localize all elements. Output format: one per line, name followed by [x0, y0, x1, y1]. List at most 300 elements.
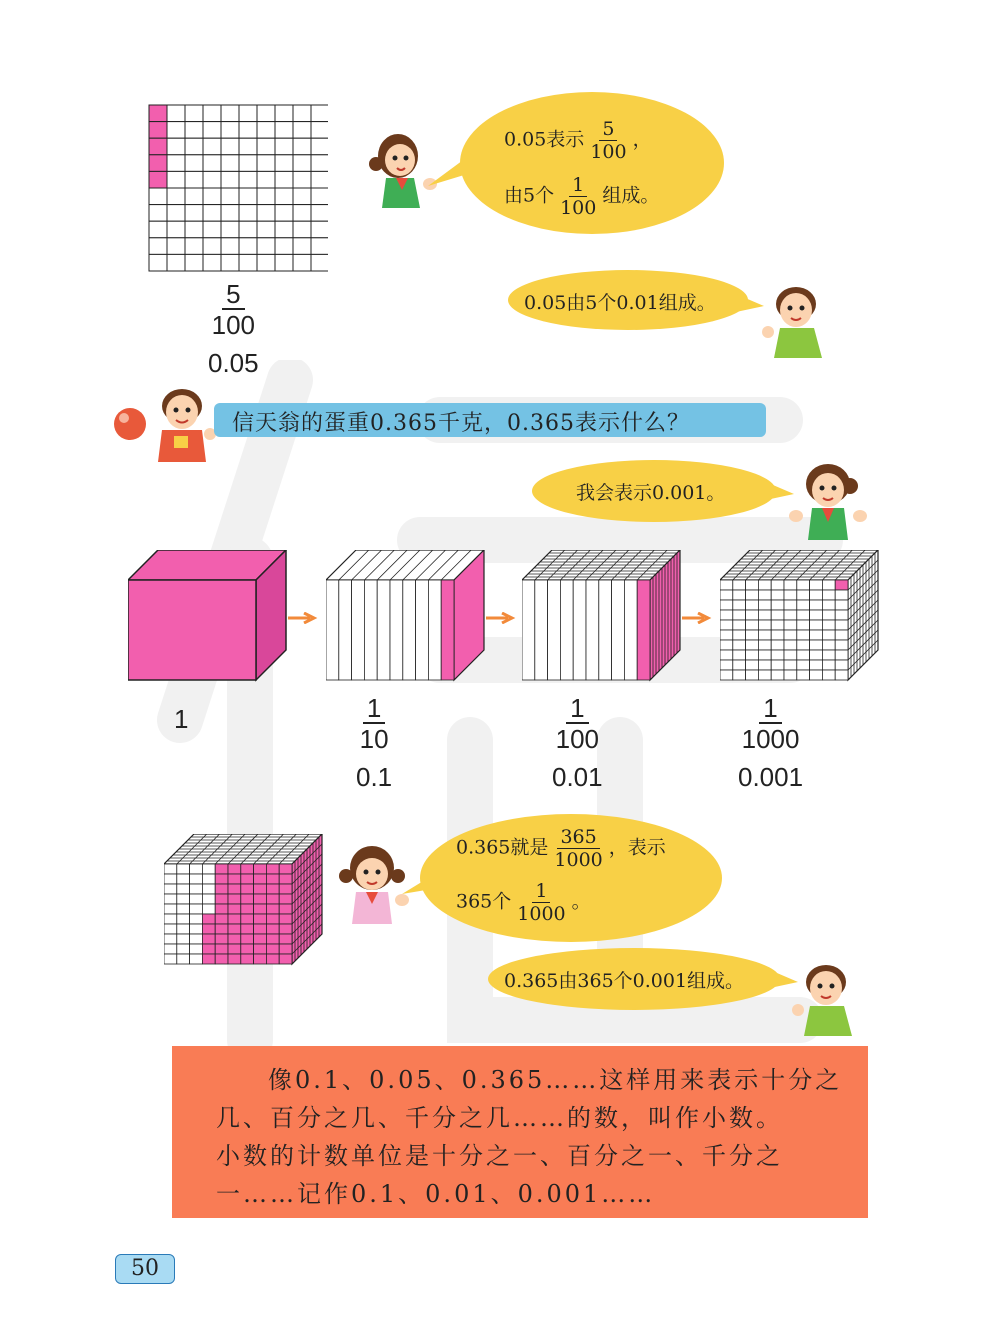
grid-cell	[275, 238, 293, 255]
grid-cell	[239, 122, 257, 139]
cube-front-cell	[784, 610, 797, 620]
cube-front-cell	[771, 590, 784, 600]
grid-cell	[239, 105, 257, 122]
grid-cell	[257, 238, 275, 255]
grid-cell	[293, 205, 311, 222]
cube-front-cell	[164, 874, 177, 884]
girl-says-text: 我会表示0.001。	[576, 482, 726, 504]
cube-front-cell	[771, 660, 784, 670]
cube-front-cell	[228, 894, 241, 904]
cube-front-cell	[241, 924, 254, 934]
cube-front-cell	[241, 914, 254, 924]
cube-front-cell	[771, 630, 784, 640]
cube-front-cell	[720, 660, 733, 670]
cube-front-cell	[784, 660, 797, 670]
cube-front-cell	[784, 590, 797, 600]
cube-front-cell	[164, 864, 177, 874]
grid-cell	[167, 105, 185, 122]
cube-front-cell	[164, 894, 177, 904]
grid-cell	[239, 188, 257, 205]
grid-cell	[311, 221, 328, 238]
grid-cell	[221, 254, 239, 271]
cube-front-cell	[758, 660, 771, 670]
grid-cell	[203, 105, 221, 122]
grid-cell	[221, 238, 239, 255]
shaded-cell	[149, 171, 167, 188]
cube-front-cell	[266, 914, 279, 924]
cube-front-cell	[202, 934, 215, 944]
cube-front-cell	[758, 620, 771, 630]
definition-line: 几、百分之几、千分之几……的数，叫作小数。	[216, 1104, 783, 1132]
grid-cell	[311, 205, 328, 222]
cube-front-cell	[746, 650, 759, 660]
cube-front-cell	[279, 894, 292, 904]
cube-front-cell	[377, 580, 390, 680]
grid-cell	[293, 171, 311, 188]
cube-front-cell	[810, 650, 823, 660]
cube-front-cell	[228, 934, 241, 944]
shaded-cell	[149, 138, 167, 155]
grid-cell	[275, 105, 293, 122]
cube-front-cell	[822, 580, 835, 590]
grid-cell	[185, 171, 203, 188]
cube-front-cell	[215, 904, 228, 914]
cube-front-cell	[177, 904, 190, 914]
grid-cell	[257, 205, 275, 222]
cube-front-cell	[733, 650, 746, 660]
cube-front-cell	[190, 934, 203, 944]
cube-front-cell	[228, 944, 241, 954]
cube-front-cell	[720, 610, 733, 620]
grid-cell	[203, 238, 221, 255]
cube-front-cell	[746, 640, 759, 650]
cube-front-cell	[241, 944, 254, 954]
cube-front-cell	[390, 580, 403, 680]
cube-front-cell	[784, 650, 797, 660]
girl-bubble-line2: 365个 $\frac{1}{1000}$ 。	[456, 880, 591, 925]
grid-cell	[167, 221, 185, 238]
cube-front-cell	[266, 944, 279, 954]
grid-cell	[311, 122, 328, 139]
grid-cell	[203, 138, 221, 155]
boy-character	[786, 960, 860, 1036]
grid-cell	[275, 122, 293, 139]
grid-cell	[149, 221, 167, 238]
cube-front-cell	[202, 884, 215, 894]
cube-front-cell	[746, 620, 759, 630]
shaded-cell	[149, 122, 167, 139]
cube-front-cell	[164, 944, 177, 954]
page-number: 50	[115, 1254, 175, 1284]
cube-front-cell	[177, 894, 190, 904]
boy-bubble-text: 0.365由365个0.001组成。	[504, 970, 745, 992]
grid-cell	[149, 188, 167, 205]
grid-cell	[203, 188, 221, 205]
grid-cell	[257, 138, 275, 155]
grid-cell	[275, 171, 293, 188]
boy-character	[146, 384, 220, 462]
cube-front-cell	[279, 904, 292, 914]
cube-front-cell	[720, 590, 733, 600]
cube-front-cell	[535, 580, 548, 680]
cube-front-cell	[177, 954, 190, 964]
cube-front-cell	[164, 914, 177, 924]
grid-cell	[293, 221, 311, 238]
arrow-icon	[486, 612, 516, 624]
cube-front-cell	[279, 924, 292, 934]
cube-front-cell	[835, 640, 848, 650]
cube-front-cell	[266, 934, 279, 944]
girl-bubble-line1: 0.05表示 $\frac{5}{100}$ ，	[504, 118, 652, 163]
cube-front-cell	[822, 670, 835, 680]
cube-front-cell	[215, 954, 228, 964]
cube-front-cell	[586, 580, 599, 680]
cube-front-cell	[177, 934, 190, 944]
cube-front-cell	[254, 864, 267, 874]
grid-cell	[185, 155, 203, 172]
cube-front-cell	[254, 884, 267, 894]
cube-front-cell	[810, 620, 823, 630]
cube-front-cell	[822, 660, 835, 670]
cube-front-cell	[758, 630, 771, 640]
cube-front-cell	[279, 884, 292, 894]
cube-front-cell	[190, 904, 203, 914]
cube-label-thousandth: 1 1000 0.001	[738, 693, 804, 792]
cube-front-cell	[190, 954, 203, 964]
cube-front-cell	[228, 874, 241, 884]
cube-front-cell	[758, 600, 771, 610]
grid-cell	[239, 254, 257, 271]
grid-cell	[203, 254, 221, 271]
cube-front-cell	[835, 610, 848, 620]
cube-front-cell	[403, 580, 416, 680]
cube-front-cell	[771, 640, 784, 650]
cube-front-cell	[228, 924, 241, 934]
grid-fraction: 5 100 0.05	[208, 279, 259, 378]
grid-cell	[239, 138, 257, 155]
cube-front-cell	[720, 670, 733, 680]
grid-cell	[257, 221, 275, 238]
cube-front-cell	[190, 924, 203, 934]
cube-front-cell	[784, 670, 797, 680]
cube-tenths	[326, 550, 486, 682]
cube-front-cell	[215, 864, 228, 874]
cube-front-cell	[266, 864, 279, 874]
cube-front-cell	[771, 670, 784, 680]
cube-front-cell	[822, 600, 835, 610]
cube-front-cell	[190, 884, 203, 894]
grid-cell	[239, 155, 257, 172]
grid-cell	[293, 122, 311, 139]
cube-front-cell	[733, 600, 746, 610]
cube-front-cell	[810, 630, 823, 640]
cube-front-cell	[279, 934, 292, 944]
grid-cell	[257, 105, 275, 122]
grid-cell	[293, 105, 311, 122]
cube-front-cell	[215, 894, 228, 904]
cube-front-cell	[215, 914, 228, 924]
cube-thousandths	[720, 550, 880, 682]
grid-cell	[185, 138, 203, 155]
grid-cell	[185, 205, 203, 222]
cube-front-cell	[202, 914, 215, 924]
cube-front-cell	[228, 914, 241, 924]
shaded-cell	[149, 155, 167, 172]
grid-cell	[311, 171, 328, 188]
grid-cell	[221, 221, 239, 238]
grid-cell	[203, 221, 221, 238]
cube-front-cell	[326, 580, 339, 680]
grid-cell	[257, 155, 275, 172]
cube-front-cell	[835, 600, 848, 610]
cube-front-cell	[758, 580, 771, 590]
cube-front-cell	[758, 610, 771, 620]
cube-front-cell	[835, 620, 848, 630]
grid-cell	[275, 155, 293, 172]
cube-front-cell	[254, 934, 267, 944]
cube-front-cell	[266, 884, 279, 894]
bubble-tail	[400, 870, 440, 900]
cube-front-cell	[797, 630, 810, 640]
cube-front-cell	[810, 580, 823, 590]
grid-cell	[293, 254, 311, 271]
girl-bubble-line2: 由5个 $\frac{1}{100}$ 组成。	[504, 174, 660, 219]
grid-cell	[311, 105, 328, 122]
cube-front-cell	[190, 894, 203, 904]
cube-hundredths	[522, 550, 682, 682]
grid-cell	[203, 122, 221, 139]
cube-front-cell	[228, 954, 241, 964]
grid-cell	[167, 188, 185, 205]
cube-front-cell	[202, 864, 215, 874]
grid-cell	[275, 254, 293, 271]
cube-front-cell	[758, 650, 771, 660]
hundred-grid	[148, 104, 328, 272]
cube-front-cell	[784, 630, 797, 640]
cube-front-cell	[241, 904, 254, 914]
definition-line: 一……记作0.1、0.01、0.001……	[216, 1180, 656, 1208]
cube-front-cell	[228, 904, 241, 914]
grid-cell	[185, 105, 203, 122]
cube-front-cell	[822, 650, 835, 660]
cube-front-cell	[810, 670, 823, 680]
cube-front-cell	[228, 884, 241, 894]
cube-front-cell	[266, 894, 279, 904]
cube-one-whole	[128, 550, 288, 682]
grid-cell	[221, 171, 239, 188]
arrow-icon	[288, 612, 318, 624]
cube-front-cell	[720, 640, 733, 650]
grid-cell	[311, 155, 328, 172]
grid-cell	[293, 155, 311, 172]
grid-cell	[311, 188, 328, 205]
cube-front-cell	[822, 620, 835, 630]
arrow-icon	[682, 612, 712, 624]
cube-front-cell	[548, 580, 561, 680]
grid-cell	[275, 138, 293, 155]
cube-front-cell	[241, 874, 254, 884]
cube-front-cell	[164, 934, 177, 944]
cube-front-cell	[637, 580, 650, 680]
cube-front-cell	[416, 580, 429, 680]
grid-cell	[167, 205, 185, 222]
cube-front-cell	[733, 640, 746, 650]
grid-cell	[221, 188, 239, 205]
cube-front-cell	[733, 610, 746, 620]
cube-front-cell	[164, 954, 177, 964]
cube-front-cell	[266, 924, 279, 934]
bubble-tail	[426, 150, 476, 190]
cube-front-cell	[624, 580, 637, 680]
cube-front-cell	[758, 590, 771, 600]
cube-front-cell	[190, 914, 203, 924]
grid-cell	[221, 138, 239, 155]
grid-cell	[221, 155, 239, 172]
grid-cell	[185, 221, 203, 238]
cube-front-cell	[797, 590, 810, 600]
cube-front-cell	[428, 580, 441, 680]
cube-label-one: 1	[174, 704, 189, 734]
cube-front-cell	[835, 670, 848, 680]
cube-front-cell	[177, 874, 190, 884]
cube-365-thousandths	[164, 834, 324, 968]
cube-front-cell	[758, 640, 771, 650]
grid-cell	[239, 171, 257, 188]
grid-cell	[167, 138, 185, 155]
cube-front-cell	[746, 630, 759, 640]
cube-front-cell	[758, 670, 771, 680]
cube-front-cell	[266, 874, 279, 884]
cube-front-cell	[177, 924, 190, 934]
cube-front-cell	[771, 600, 784, 610]
cube-front-cell	[784, 640, 797, 650]
cube-front-cell	[279, 954, 292, 964]
cube-front-cell	[279, 874, 292, 884]
girl-character	[786, 460, 868, 540]
grid-cell	[275, 205, 293, 222]
cube-front-cell	[215, 944, 228, 954]
grid-cell	[221, 105, 239, 122]
cube-front-cell	[164, 884, 177, 894]
cube-front-cell	[164, 904, 177, 914]
cube-front-cell	[241, 884, 254, 894]
cube-front-cell	[797, 610, 810, 620]
grid-cell	[167, 171, 185, 188]
grid-cell	[167, 155, 185, 172]
cube-front-cell	[177, 864, 190, 874]
shaded-cell	[149, 105, 167, 122]
cube-front-cell	[746, 580, 759, 590]
cube-front-cell	[822, 640, 835, 650]
cube-front-cell	[720, 580, 733, 590]
grid-cell	[293, 238, 311, 255]
cube-front-cell	[733, 620, 746, 630]
grid-cell	[203, 205, 221, 222]
cube-front-cell	[746, 670, 759, 680]
cube-front-cell	[822, 590, 835, 600]
boy-bubble-text: 0.05由5个0.01组成。	[524, 292, 716, 314]
cube-front-cell	[202, 904, 215, 914]
grid-cell	[185, 254, 203, 271]
cube-front-cell	[720, 600, 733, 610]
grid-cell	[221, 122, 239, 139]
cube-front-cell	[822, 610, 835, 620]
cube-front-cell	[599, 580, 612, 680]
cube-front-cell	[215, 934, 228, 944]
cube-front-cell	[202, 874, 215, 884]
girl-bubble-line1: 0.365就是 $\frac{365}{1000}$ ，表示	[456, 826, 666, 871]
cube-front-cell	[279, 914, 292, 924]
definition-line: 小数的计数单位是十分之一、百分之一、千分之	[216, 1142, 783, 1170]
cube-front-cell	[215, 924, 228, 934]
definition-box	[172, 1046, 868, 1218]
cube-front-cell	[822, 630, 835, 640]
cube-front-cell	[733, 590, 746, 600]
cube-front-cell	[797, 660, 810, 670]
grid-cell	[257, 171, 275, 188]
cube-front-cell	[573, 580, 586, 680]
grid-cell	[203, 171, 221, 188]
cube-front-cell	[835, 630, 848, 640]
grid-cell	[185, 122, 203, 139]
cube-front-cell	[797, 640, 810, 650]
cube-front-cell	[279, 944, 292, 954]
cube-front-cell	[810, 610, 823, 620]
cube-front-cell	[177, 914, 190, 924]
cube-front-cell	[241, 934, 254, 944]
cube-front-cell	[560, 580, 573, 680]
grid-cell	[203, 155, 221, 172]
cube-front-cell	[364, 580, 377, 680]
cube-front-cell	[771, 650, 784, 660]
cube-front-cell	[612, 580, 625, 680]
grid-cell	[275, 221, 293, 238]
cube-front-cell	[835, 590, 848, 600]
grid-cell	[257, 122, 275, 139]
cube-label-tenth: 1 10 0.1	[356, 693, 393, 792]
cube-front-cell	[733, 660, 746, 670]
cube-front-cell	[254, 914, 267, 924]
cube-front-cell	[835, 650, 848, 660]
cube-front-cell	[190, 864, 203, 874]
cube-front-cell	[810, 640, 823, 650]
cube-front-cell	[190, 874, 203, 884]
grid-cell	[311, 238, 328, 255]
cube-front-cell	[733, 630, 746, 640]
grid-cell	[311, 138, 328, 155]
ball-icon	[112, 406, 148, 442]
cube-front-cell	[215, 884, 228, 894]
grid-cell	[149, 238, 167, 255]
cube-front-cell	[254, 894, 267, 904]
grid-cell	[167, 122, 185, 139]
grid-cell	[149, 254, 167, 271]
cube-front-cell	[771, 620, 784, 630]
cube-front-cell	[190, 944, 203, 954]
question-text: 信天翁的蛋重0.365千克，0.365表示什么？	[232, 411, 690, 436]
cube-front-cell	[177, 884, 190, 894]
cube-front-cell	[228, 864, 241, 874]
grid-cell	[167, 254, 185, 271]
cube-front-cell	[254, 904, 267, 914]
cube-front-cell	[254, 954, 267, 964]
cube-front-cell	[352, 580, 365, 680]
cube-front-cell	[720, 650, 733, 660]
cube-front-cell	[746, 600, 759, 610]
cube-front-cell	[733, 580, 746, 590]
cube-front-cell	[202, 944, 215, 954]
cube-front-cell	[746, 660, 759, 670]
